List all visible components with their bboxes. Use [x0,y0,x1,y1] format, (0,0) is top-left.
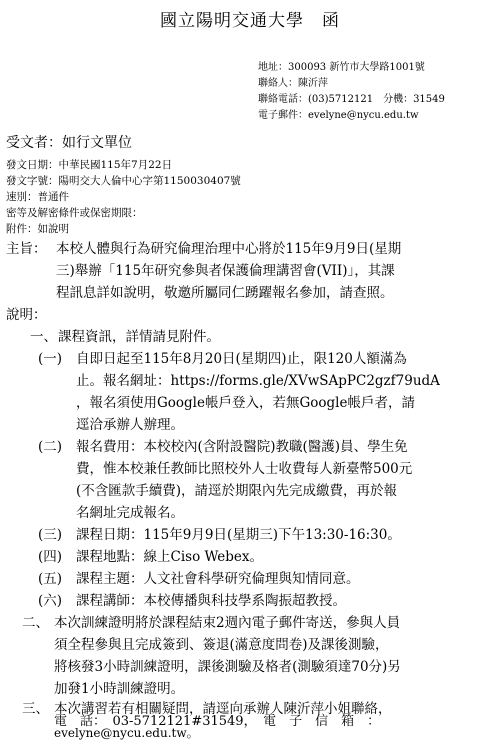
subitem-line: 課程地點：線上Ciso Webex。 [76,549,264,565]
subject-line: 本校人體與行為研究倫理治理中心將於115年9月9日(星期 [56,241,402,257]
subitem-line: 止。報名網址：https://forms.gle/XVwSApPC2gzf79udA [76,373,440,389]
issue-date: 發文日期：中華民國115年7月22日 [6,159,173,171]
subject-line: 三)舉辦「115年研究參與者保護倫理講習會(VII)」，其課 [56,263,395,279]
item-line: 本次訓練證明將於課程結束2週內電子郵件寄送，參與人員 [54,615,401,631]
explanation-label: 說明： [6,307,47,323]
subitem-line: 逕洽承辦人辦理。 [76,417,184,433]
item-marker: 二、 [22,615,49,631]
subitem-marker: (二) [38,439,63,455]
item-line: 將核發3小時訓練證明，課後測驗及格者(測驗須達70分)另 [54,659,401,675]
subitem-marker: (六) [38,593,63,609]
subitem-line: (不含匯款手續費)，請逕於期限內先完成繳費，再於報 [76,483,398,499]
item-line: 加發1小時訓練證明。 [54,681,185,697]
subitem-line: 名網址完成報名。 [76,505,184,521]
contact-phone: 聯絡電話：(03)5712121 分機：31549 [258,94,445,105]
subitem-line: 課程主題：人文社會科學研究倫理與知情同意。 [76,571,360,587]
subject-line: 程訊息詳如說明，敬邀所屬同仁踴躍報名參加，請查照。 [56,285,394,301]
subitem-line: 自即日起至115年8月20日(星期四)止，限120人額滿為 [76,351,407,367]
document-number: 發文字號：陽明交大人倫中心字第1150030407號 [6,175,241,187]
subitem-marker: (四) [38,549,63,565]
contact-person: 聯絡人：陳沂萍 [258,78,328,89]
item-line: evelyne@nycu.edu.tw。 [54,726,199,740]
subitem-line: ，報名須使用Google帳戶登入，若無Google帳戶者，請 [76,395,415,411]
item-text: 課程資訊，詳情請見附件。 [58,329,220,345]
subitem-line: 費，惟本校兼任教師比照校外人士收費每人新臺幣500元 [76,461,413,477]
attachment: 附件：如說明 [6,223,69,235]
item-line: 電 話： 03-5712121#31549， 電 子 信 箱 ： [54,714,381,729]
subitem-marker: (三) [38,527,63,543]
subject-label: 主旨： [6,241,47,257]
sender-address: 地址：300093 新竹市大學路1001號 [258,62,425,73]
item-line: 本次講習若有相關疑問，請逕向承辦人陳沂萍小姐聯絡， [54,701,392,717]
item-line: 須全程參與且完成簽到、簽退(滿意度問卷)及課後測驗， [54,637,389,653]
document-title: 國立陽明交通大學 函 [160,11,340,31]
contact-email: 電子郵件：evelyne@nycu.edu.tw [258,110,419,121]
subitem-marker: (五) [38,571,63,587]
subitem-line: 報名費用：本校校內(含附設醫院)教職(醫護)員、學生免 [76,439,408,455]
subitem-line: 課程日期：115年9月9日(星期三)下午13:30-16:30。 [76,527,401,543]
subitem-line: 課程講師：本校傳播與科技學系陶振超教授。 [76,593,346,609]
security-level: 密等及解密條件或保密期限： [6,207,143,219]
subitem-marker: (一) [38,351,63,367]
recipient: 受文者：如行文單位 [6,135,132,151]
item-marker: 一、 [30,329,57,345]
item-marker: 三、 [22,701,49,717]
delivery-speed: 速別：普通件 [6,191,69,203]
